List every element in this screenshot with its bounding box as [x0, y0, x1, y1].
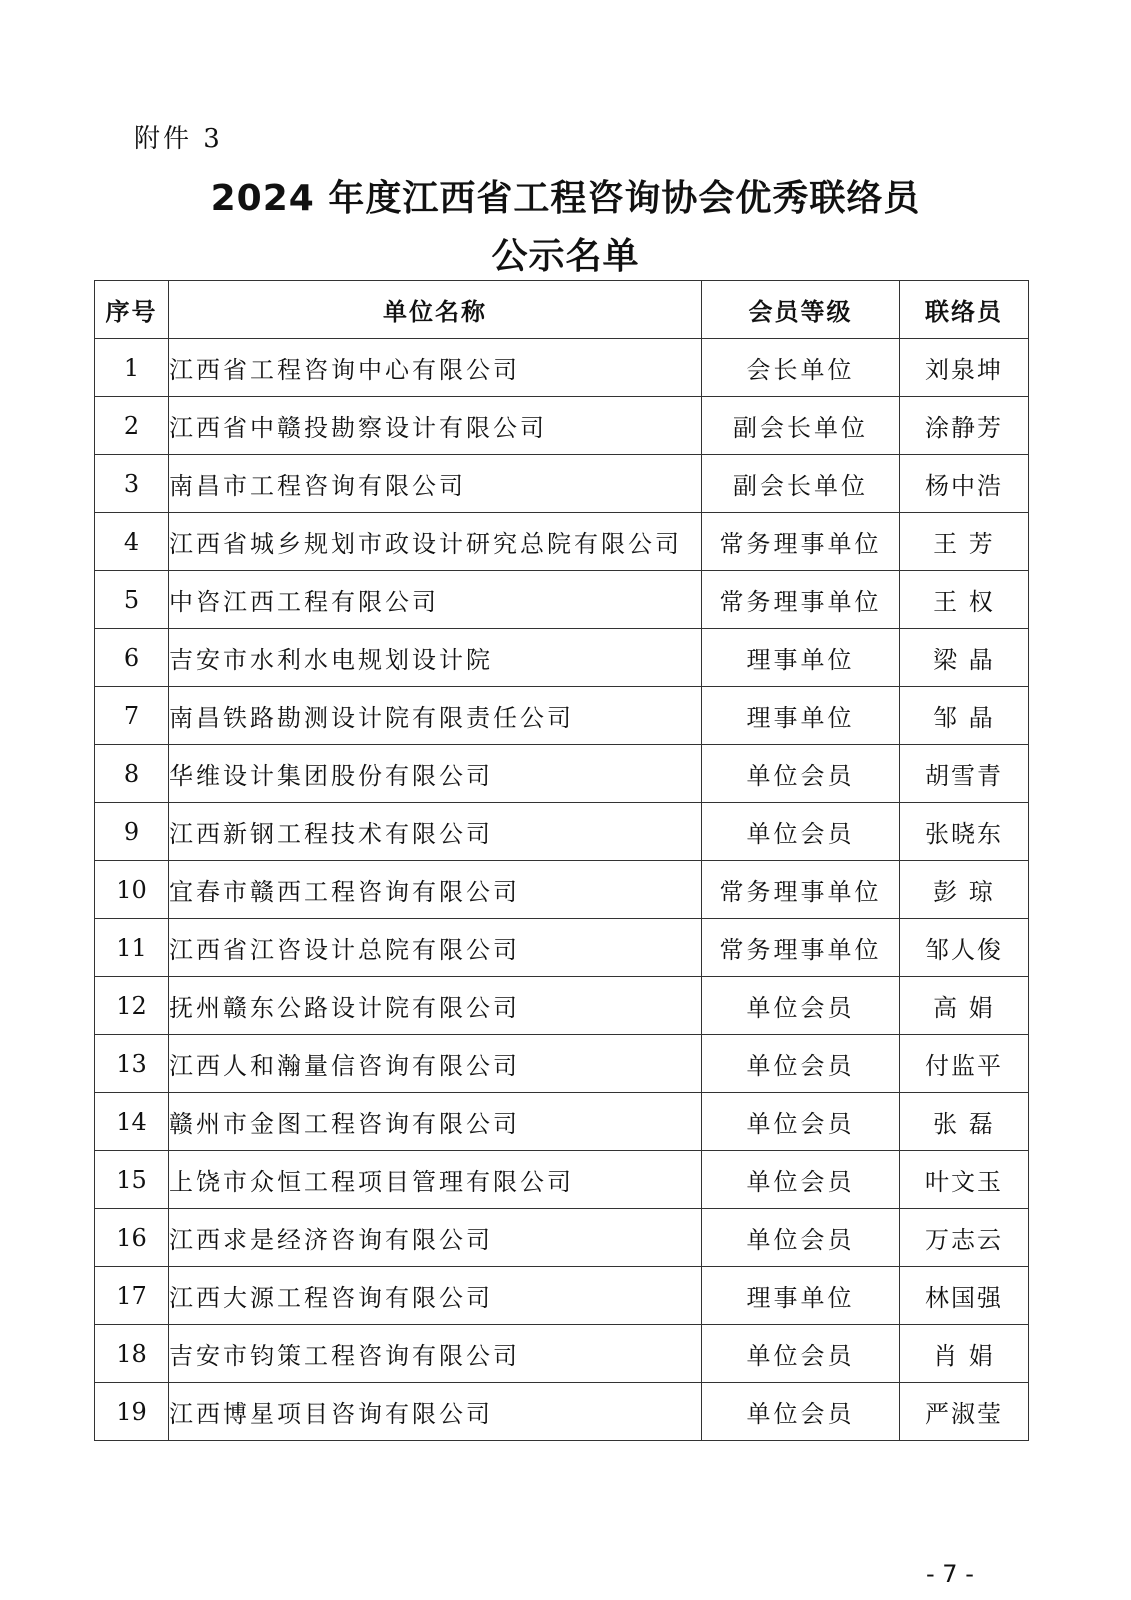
cell-no: 18 — [95, 1325, 169, 1383]
cell-unit-name: 吉安市钧策工程咨询有限公司 — [169, 1325, 702, 1383]
table-row — [95, 1035, 1029, 1093]
cell-contact: 肖 娟 — [900, 1325, 1029, 1383]
table-row — [95, 1267, 1029, 1325]
document-title: 2024 年度江西省工程咨询协会优秀联络员 — [210, 178, 921, 219]
cell-unit-name: 南昌铁路勘测设计院有限责任公司 — [169, 687, 702, 745]
cell-no: 11 — [95, 919, 169, 977]
cell-unit-name: 江西新钢工程技术有限公司 — [169, 803, 702, 861]
cell-contact: 梁 晶 — [900, 629, 1029, 687]
cell-unit-name: 江西省江咨设计总院有限公司 — [169, 919, 702, 977]
cell-member-level: 理事单位 — [702, 1267, 900, 1325]
cell-unit-name: 江西省中赣投勘察设计有限公司 — [169, 397, 702, 455]
cell-contact: 胡雪青 — [900, 745, 1029, 803]
cell-member-level: 单位会员 — [702, 1325, 900, 1383]
cell-member-level: 单位会员 — [702, 977, 900, 1035]
cell-member-level: 常务理事单位 — [702, 861, 900, 919]
table-row — [95, 1209, 1029, 1267]
cell-contact: 杨中浩 — [900, 455, 1029, 513]
cell-contact: 彭 琼 — [900, 861, 1029, 919]
header-unit-name: 单位名称 — [169, 281, 702, 339]
cell-member-level: 单位会员 — [702, 803, 900, 861]
cell-contact: 张 磊 — [900, 1093, 1029, 1151]
contact-list-table — [94, 280, 1029, 1441]
cell-member-level: 常务理事单位 — [702, 919, 900, 977]
cell-no: 10 — [95, 861, 169, 919]
cell-member-level: 常务理事单位 — [702, 513, 900, 571]
cell-no: 9 — [95, 803, 169, 861]
cell-contact: 王 权 — [900, 571, 1029, 629]
cell-no: 6 — [95, 629, 169, 687]
cell-unit-name: 江西大源工程咨询有限公司 — [169, 1267, 702, 1325]
cell-unit-name: 江西博星项目咨询有限公司 — [169, 1383, 702, 1441]
cell-contact: 王 芳 — [900, 513, 1029, 571]
page-number: - 7 - — [926, 1560, 974, 1588]
table-row — [95, 339, 1029, 397]
cell-no: 15 — [95, 1151, 169, 1209]
cell-contact: 刘泉坤 — [900, 339, 1029, 397]
cell-unit-name: 江西省工程咨询中心有限公司 — [169, 339, 702, 397]
cell-no: 16 — [95, 1209, 169, 1267]
cell-contact: 高 娟 — [900, 977, 1029, 1035]
table-row — [95, 1325, 1029, 1383]
cell-member-level: 单位会员 — [702, 1151, 900, 1209]
cell-contact: 邹人俊 — [900, 919, 1029, 977]
cell-unit-name: 吉安市水利水电规划设计院 — [169, 629, 702, 687]
cell-unit-name: 上饶市众恒工程项目管理有限公司 — [169, 1151, 702, 1209]
cell-no: 2 — [95, 397, 169, 455]
cell-unit-name: 抚州赣东公路设计院有限公司 — [169, 977, 702, 1035]
cell-member-level: 单位会员 — [702, 1209, 900, 1267]
document-subtitle: 公示名单 — [491, 236, 640, 277]
cell-member-level: 会长单位 — [702, 339, 900, 397]
cell-member-level: 单位会员 — [702, 1035, 900, 1093]
table-row — [95, 629, 1029, 687]
cell-contact: 涂静芳 — [900, 397, 1029, 455]
table-row — [95, 861, 1029, 919]
header-member-level: 会员等级 — [702, 281, 900, 339]
table-row — [95, 455, 1029, 513]
table-row — [95, 977, 1029, 1035]
cell-no: 1 — [95, 339, 169, 397]
cell-contact: 叶文玉 — [900, 1151, 1029, 1209]
cell-unit-name: 赣州市金图工程咨询有限公司 — [169, 1093, 702, 1151]
table-row — [95, 513, 1029, 571]
cell-no: 7 — [95, 687, 169, 745]
cell-unit-name: 江西求是经济咨询有限公司 — [169, 1209, 702, 1267]
cell-no: 8 — [95, 745, 169, 803]
cell-member-level: 副会长单位 — [702, 397, 900, 455]
cell-contact: 邹 晶 — [900, 687, 1029, 745]
cell-contact: 万志云 — [900, 1209, 1029, 1267]
cell-member-level: 理事单位 — [702, 687, 900, 745]
cell-member-level: 单位会员 — [702, 1093, 900, 1151]
cell-member-level: 理事单位 — [702, 629, 900, 687]
table-row — [95, 397, 1029, 455]
cell-contact: 严淑莹 — [900, 1383, 1029, 1441]
cell-contact: 付监平 — [900, 1035, 1029, 1093]
table-row — [95, 1151, 1029, 1209]
cell-no: 3 — [95, 455, 169, 513]
table-row — [95, 1383, 1029, 1441]
table-header-row — [95, 281, 1029, 339]
header-no: 序号 — [95, 281, 169, 339]
cell-unit-name: 中咨江西工程有限公司 — [169, 571, 702, 629]
cell-no: 17 — [95, 1267, 169, 1325]
cell-unit-name: 华维设计集团股份有限公司 — [169, 745, 702, 803]
table-body — [95, 339, 1029, 1441]
table-row — [95, 803, 1029, 861]
cell-no: 12 — [95, 977, 169, 1035]
cell-member-level: 副会长单位 — [702, 455, 900, 513]
cell-member-level: 单位会员 — [702, 1383, 900, 1441]
cell-no: 13 — [95, 1035, 169, 1093]
cell-no: 4 — [95, 513, 169, 571]
table-row — [95, 687, 1029, 745]
table-row — [95, 571, 1029, 629]
header-contact: 联络员 — [900, 281, 1029, 339]
table-row — [95, 919, 1029, 977]
table-row — [95, 1093, 1029, 1151]
cell-unit-name: 宜春市赣西工程咨询有限公司 — [169, 861, 702, 919]
cell-contact: 林国强 — [900, 1267, 1029, 1325]
cell-no: 19 — [95, 1383, 169, 1441]
cell-no: 5 — [95, 571, 169, 629]
cell-no: 14 — [95, 1093, 169, 1151]
attachment-label: 附件 3 — [134, 124, 223, 154]
cell-unit-name: 南昌市工程咨询有限公司 — [169, 455, 702, 513]
cell-unit-name: 江西省城乡规划市政设计研究总院有限公司 — [169, 513, 702, 571]
cell-contact: 张晓东 — [900, 803, 1029, 861]
cell-member-level: 单位会员 — [702, 745, 900, 803]
table-row — [95, 745, 1029, 803]
cell-unit-name: 江西人和瀚量信咨询有限公司 — [169, 1035, 702, 1093]
cell-member-level: 常务理事单位 — [702, 571, 900, 629]
